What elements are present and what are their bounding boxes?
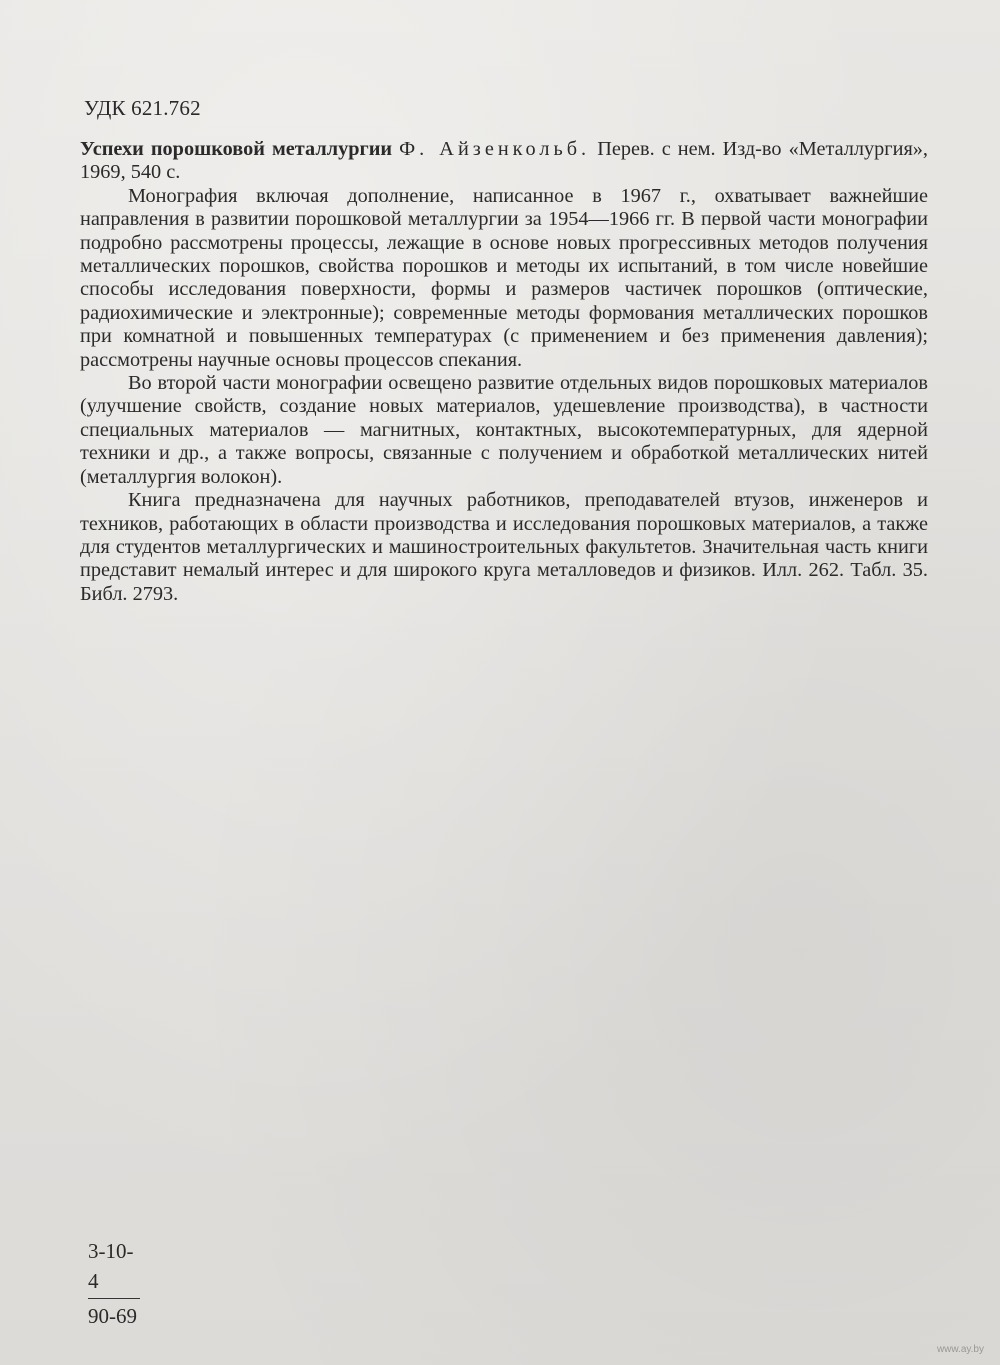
catalog-code-bottom: 90-69 xyxy=(88,1304,137,1328)
abstract-block xyxy=(80,138,928,606)
catalog-codes xyxy=(88,1236,140,1331)
abstract-paragraph-2: Во второй части монографии освещено развитие отдельных видов порошковых материалов (улучшение свойств, создание новых материалов, удешевление производства), в частности специальных материалов — магнитных, контактных, высокотемпературных, для ядерной техники и др., а также вопросы, связанные с получением и обработкой металлических нитей (металлургия волокон). xyxy=(80,372,928,488)
book-title: Успехи порошковой металлургии xyxy=(80,138,393,160)
citation-line xyxy=(80,138,928,185)
abstract-paragraph-3: Книга предназначена для научных работников, преподавателей втузов, инженеров и техников, работающих в области производства и исследования порошковых материалов, а также для студентов металлургических и машиностроительных факультетов. Значительная часть книги представит немалый интерес и для широкого круга металловедов и физиков. Илл. 262. Табл. 35. Библ. 2793. xyxy=(80,489,928,605)
site-watermark: www.ay.by xyxy=(936,1344,984,1355)
book-author: Ф. Айзенкольб. xyxy=(399,138,591,160)
abstract-paragraph-1: Монография включая дополнение, написанное в 1967 г., охватывает важнейшие направления в развитии порошковой металлургии за 1954—1966 гг. В первой части монографии подробно рассмотрены процессы, лежащие в основе новых прогрессивных методов получения металлических порошков, свойства порошков и методы их испытаний, в том числе новейшие способы исследования поверхности, формы и размеров частичек порошков (оптические, радиохимические и электронные); современные методы формования металлических порошков при комнатной и повышенных температурах (с применением и без применения давления); рассмотрены научные основы процессов спекания. xyxy=(80,184,928,371)
publication-details: Перев. с нем. Изд-во «Металлургия», 1969, 540 с. xyxy=(80,138,929,184)
udk-code: УДК 621.762 xyxy=(84,96,201,120)
catalog-code-top: 3-10-4 xyxy=(88,1236,140,1299)
